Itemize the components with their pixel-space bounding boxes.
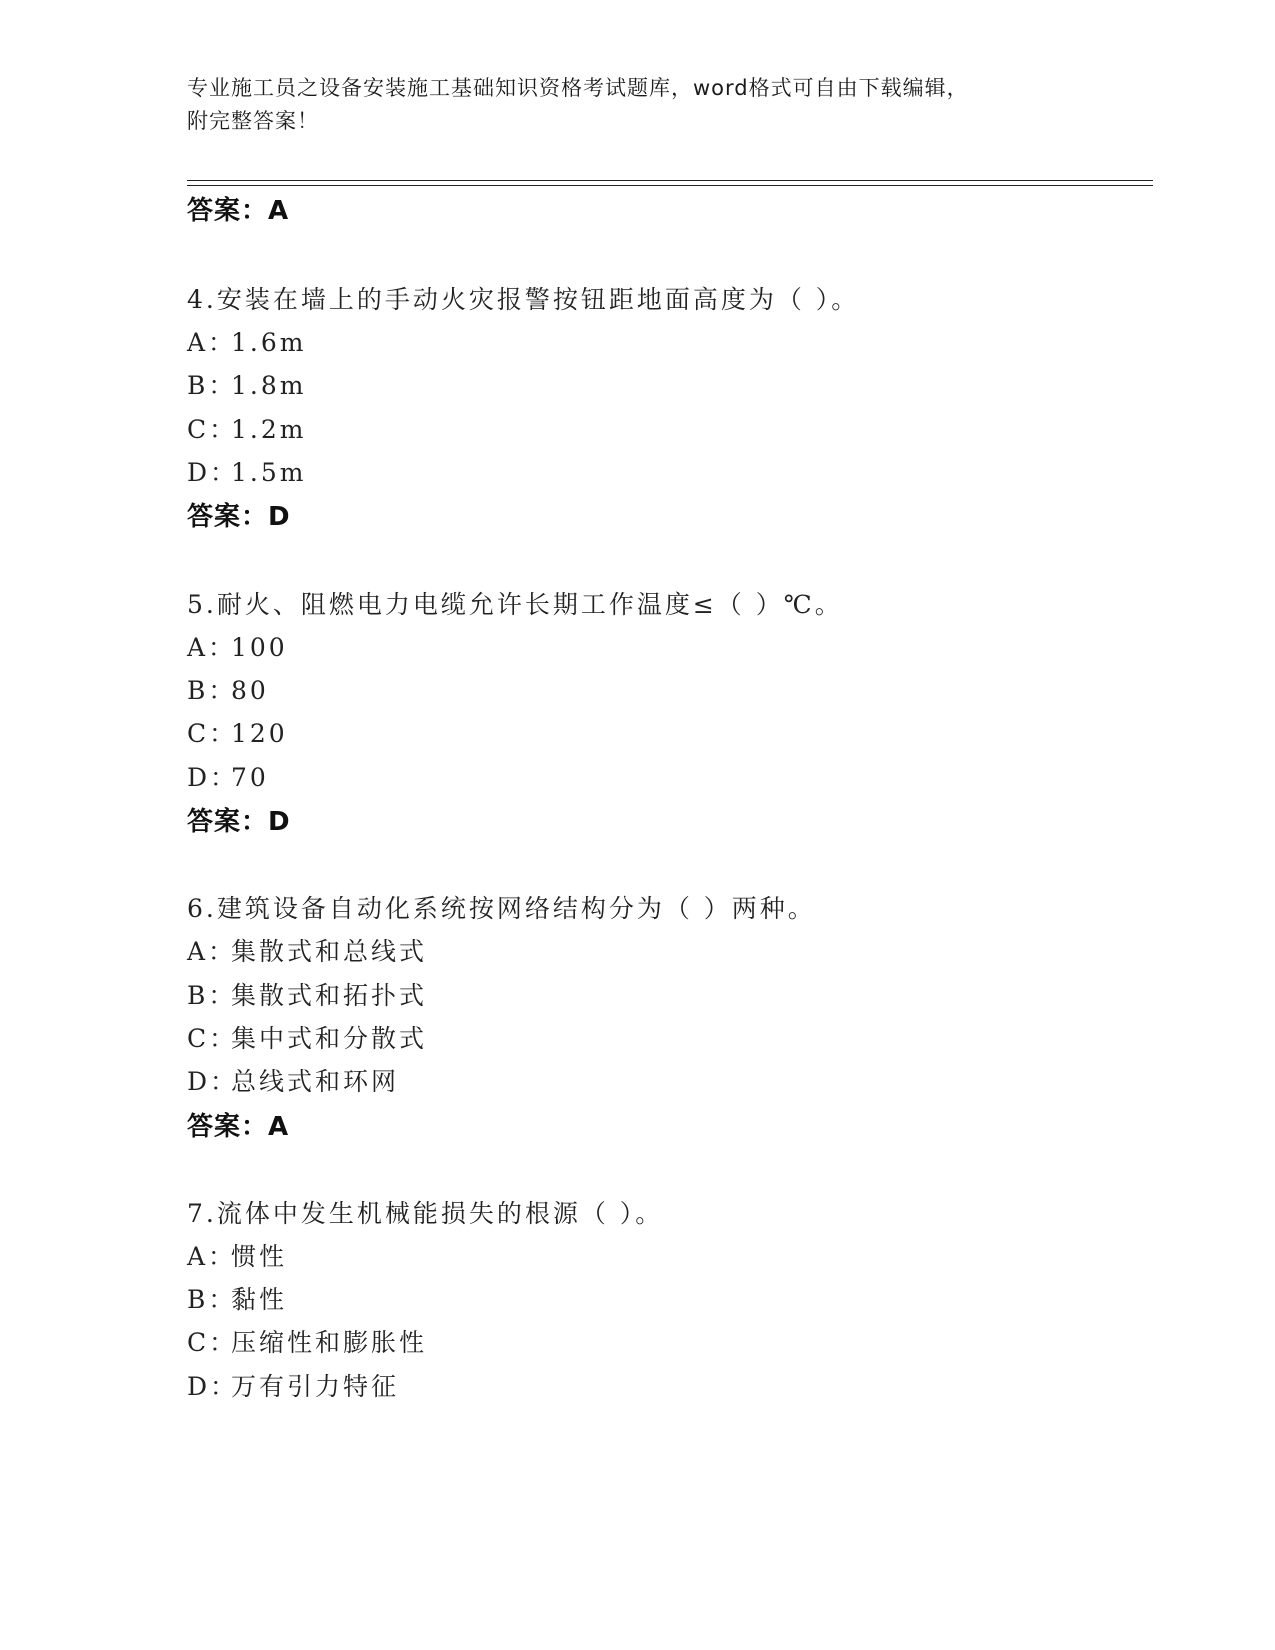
document-header xyxy=(187,72,1087,138)
answer-value: D xyxy=(268,502,291,532)
option-text: 70 xyxy=(231,763,269,792)
option-text: 120 xyxy=(231,719,288,748)
option-c xyxy=(187,1323,427,1359)
option-b xyxy=(187,366,306,402)
option-text: 1.8m xyxy=(231,371,307,400)
question-text: 5.耐火、阻燃电力电缆允许长期工作温度≤（ ）℃。 xyxy=(187,590,843,619)
option-d xyxy=(187,1062,399,1098)
option-letter: B： xyxy=(187,676,237,705)
answer-line xyxy=(187,190,289,227)
option-text: 1.2m xyxy=(231,415,307,444)
option-c xyxy=(187,1019,427,1055)
option-a xyxy=(187,932,427,968)
option-letter: B： xyxy=(187,371,237,400)
option-text: 万有引力特征 xyxy=(231,1372,400,1401)
option-text: 惯性 xyxy=(231,1242,288,1271)
option-text: 80 xyxy=(231,676,269,705)
option-a xyxy=(187,628,288,664)
header-divider-top xyxy=(187,180,1153,181)
header-divider-bottom xyxy=(187,185,1153,186)
option-text: 1.6m xyxy=(231,328,307,357)
option-letter: C： xyxy=(187,1328,238,1357)
header-line-2: 附完整答案！ xyxy=(187,109,319,133)
option-text: 集中式和分散式 xyxy=(231,1024,428,1053)
option-c xyxy=(187,714,288,750)
option-letter: A： xyxy=(187,328,237,357)
option-letter: D： xyxy=(187,763,239,792)
option-d xyxy=(187,1367,399,1403)
option-text: 压缩性和膨胀性 xyxy=(231,1328,428,1357)
answer-value: A xyxy=(268,1112,290,1142)
option-letter: A： xyxy=(187,1242,237,1271)
option-text: 总线式和环网 xyxy=(231,1067,400,1096)
option-letter: D： xyxy=(187,1067,239,1096)
answer-prefix: 答案： xyxy=(187,196,269,226)
option-letter: C： xyxy=(187,1024,238,1053)
option-text: 集散式和拓扑式 xyxy=(231,981,428,1010)
answer-line xyxy=(187,496,291,533)
option-letter: C： xyxy=(187,415,238,444)
option-b xyxy=(187,1280,287,1316)
question-text: 6.建筑设备自动化系统按网络结构分为（ ）两种。 xyxy=(187,894,816,923)
option-letter: A： xyxy=(187,937,237,966)
option-c xyxy=(187,410,306,446)
answer-value: A xyxy=(268,196,290,226)
option-a xyxy=(187,323,306,359)
option-letter: B： xyxy=(187,981,237,1010)
option-letter: D： xyxy=(187,458,239,487)
question-text: 7.流体中发生机械能损失的根源（ ）。 xyxy=(187,1199,664,1228)
option-d xyxy=(187,758,269,794)
option-b xyxy=(187,976,427,1012)
option-text: 集散式和总线式 xyxy=(231,937,428,966)
option-a xyxy=(187,1237,287,1273)
answer-value: D xyxy=(268,807,291,837)
option-letter: B： xyxy=(187,1285,237,1314)
answer-prefix: 答案： xyxy=(187,1112,269,1142)
option-b xyxy=(187,671,269,707)
option-text: 1.5m xyxy=(231,458,307,487)
question-text: 4.安装在墙上的手动火灾报警按钮距地面高度为（ ）。 xyxy=(187,285,860,314)
answer-line xyxy=(187,801,291,838)
option-d xyxy=(187,453,306,489)
answer-prefix: 答案： xyxy=(187,807,269,837)
option-text: 黏性 xyxy=(231,1285,288,1314)
header-line-1: 专业施工员之设备安装施工基础知识资格考试题库，word格式可自由下载编辑， xyxy=(187,76,969,100)
option-letter: C： xyxy=(187,719,238,748)
option-letter: D： xyxy=(187,1372,239,1401)
answer-line xyxy=(187,1106,289,1143)
answer-prefix: 答案： xyxy=(187,502,269,532)
option-text: 100 xyxy=(231,633,288,662)
option-letter: A： xyxy=(187,633,237,662)
